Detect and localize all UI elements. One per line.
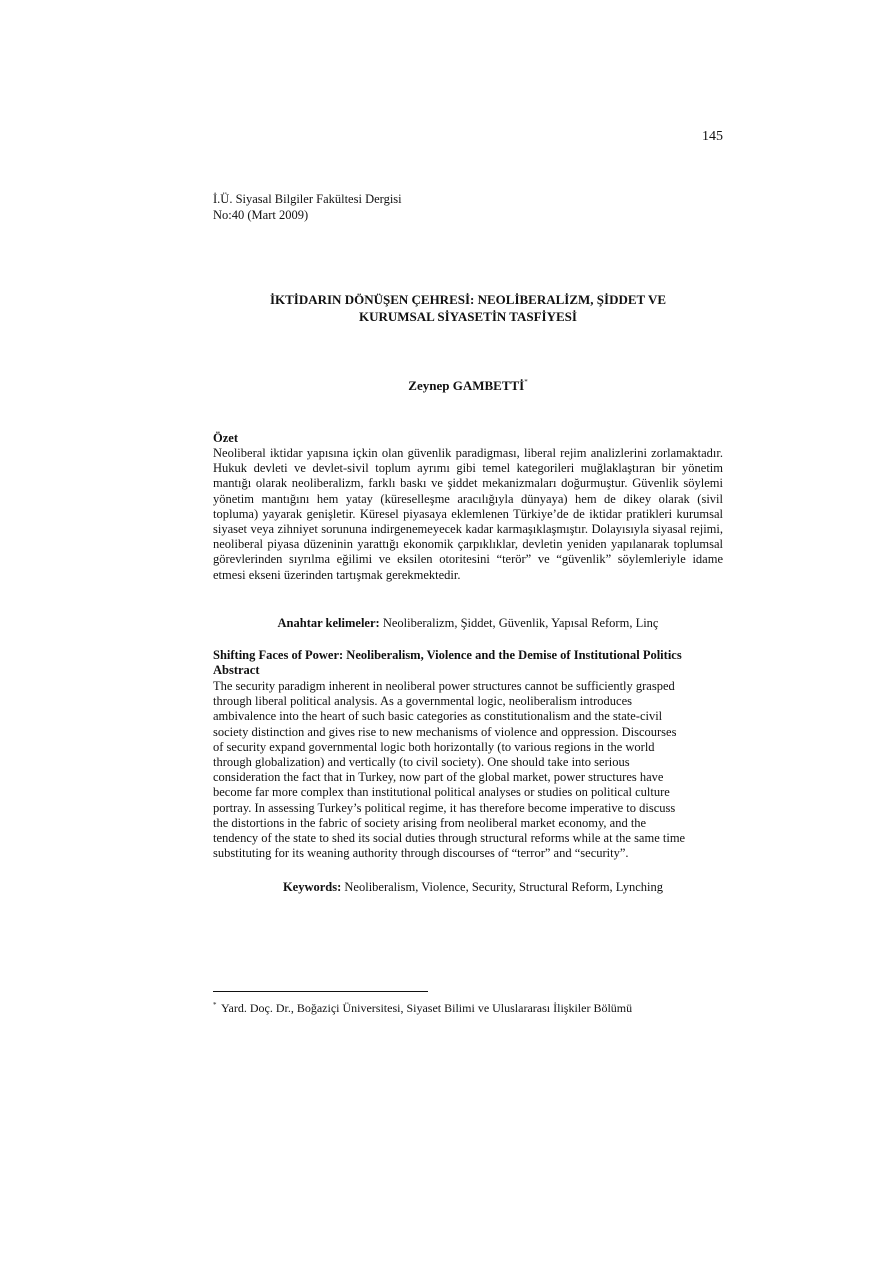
article-title-line-2: KURUMSAL SİYASETİN TASFİYESİ [359, 309, 577, 324]
ozet-heading: Özet [213, 431, 238, 445]
abstract-line: society distinction and gives rise to new mechanisms of violence and oppression. Discourses [213, 724, 677, 739]
author-footnote-mark: * [524, 378, 528, 386]
abstract-line: substituting for its weaning authority through discourses of “terror” and “security”. [213, 846, 629, 861]
page-number: 145 [702, 129, 723, 144]
abstract-line: ambivalence into the heart of such basic categories as constitutionalism and the state-civil [213, 709, 663, 724]
english-keywords [213, 880, 733, 895]
turkish-keywords [213, 616, 723, 631]
abstract-line: The security paradigm inherent in neoliberal power structures cannot be sufficiently grasped [213, 679, 675, 693]
english-keywords-label: Keywords: [282, 880, 342, 894]
turkish-keywords-text: Neoliberalizm, Şiddet, Güvenlik, Yapısal Reform, Linç [379, 616, 659, 630]
abstract-body [213, 679, 733, 861]
footnote-text: Yard. Doç. Dr., Boğaziçi Üniversitesi, Siyaset Bilimi ve Uluslararası İlişkiler Bölümü [218, 1001, 633, 1015]
english-keywords-text: Neoliberalism, Violence, Security, Structural Reform, Lynching [341, 880, 664, 894]
abstract-line: through liberal political analysis. As a governmental logic, neoliberalism introduces [213, 694, 632, 709]
abstract-line: tendency of the state to shed its social duties through structural reforms while at the same time [213, 831, 686, 846]
ozet-body: Neoliberal iktidar yapısına içkin olan güvenlik paradigması, liberal rejim analizlerini zorlamaktadır. Hukuk devleti ve devlet-sivil toplum ayrımı gibi temel kategorileri muğlaklaştıran bir yönetim mantığı olarak neoliberalizm, farklı baskı ve şiddet mekanizmaları doğurmuştur. Güvenlik söylemi yönetim mantığını hem yatay (küreselleşme aracılığıyla dünyaya) hem de dikey olarak (sivil topluma) yayarak genişletir. Küresel piyasaya eklemlenen Türkiye’de de iktidar pratikleri kurumsal siyaset veya zihniyet sorununa indirgenemeyecek kadar karmaşıklaşmıştır. Dolayısıyla siyasal rejimi, neoliberal piyasa düzeninin yarattığı ekonomik çarpıklıklar, devletin yeniden yapılanarak toplumsal görevlerinden sıyrılma eğilimi ve eksilen otoritesini “terör” ve “güvenlik” söylemleriyle idame etmesi ekseni üzerinden tartışmak gerekmektedir. [213, 446, 723, 582]
abstract-line: consideration the fact that in Turkey, now part of the global market, power structures have [213, 770, 664, 785]
english-title: Shifting Faces of Power: Neoliberalism, Violence and the Demise of Institutional Politics [213, 648, 682, 662]
author-name: Zeynep GAMBETTİ [408, 378, 525, 393]
article-title-line-1: İKTİDARIN DÖNÜŞEN ÇEHRESİ: NEOLİBERALİZM, ŞİDDET VE [269, 292, 667, 307]
article-title [213, 291, 723, 325]
journal-issue: No:40 (Mart 2009) [213, 207, 309, 222]
abstract-line: through globalization) and vertically (to civil society). One should take into serious [213, 755, 630, 770]
journal-name: İ.Ü. Siyasal Bilgiler Fakültesi Dergisi [213, 192, 402, 206]
abstract-line: of security expand governmental logic both horizontally (to various regions in the world [213, 739, 655, 754]
journal-info [213, 192, 402, 223]
abstract-line: the distortions in the fabric of society arising from neoliberal market economy, and the [213, 815, 647, 830]
footnote-mark: * [213, 1001, 217, 1009]
abstract-line: portray. In assessing Turkey’s political regime, it has therefore become imperative to discuss [213, 800, 676, 815]
abstract-line: become far more complex than institutional political analyses or studies on political culture [213, 785, 670, 800]
footnote-separator [213, 991, 428, 992]
abstract-heading: Abstract [213, 663, 260, 677]
turkish-keywords-label: Anahtar kelimeler: [277, 616, 380, 630]
author [213, 378, 723, 394]
footnote [213, 1001, 632, 1016]
